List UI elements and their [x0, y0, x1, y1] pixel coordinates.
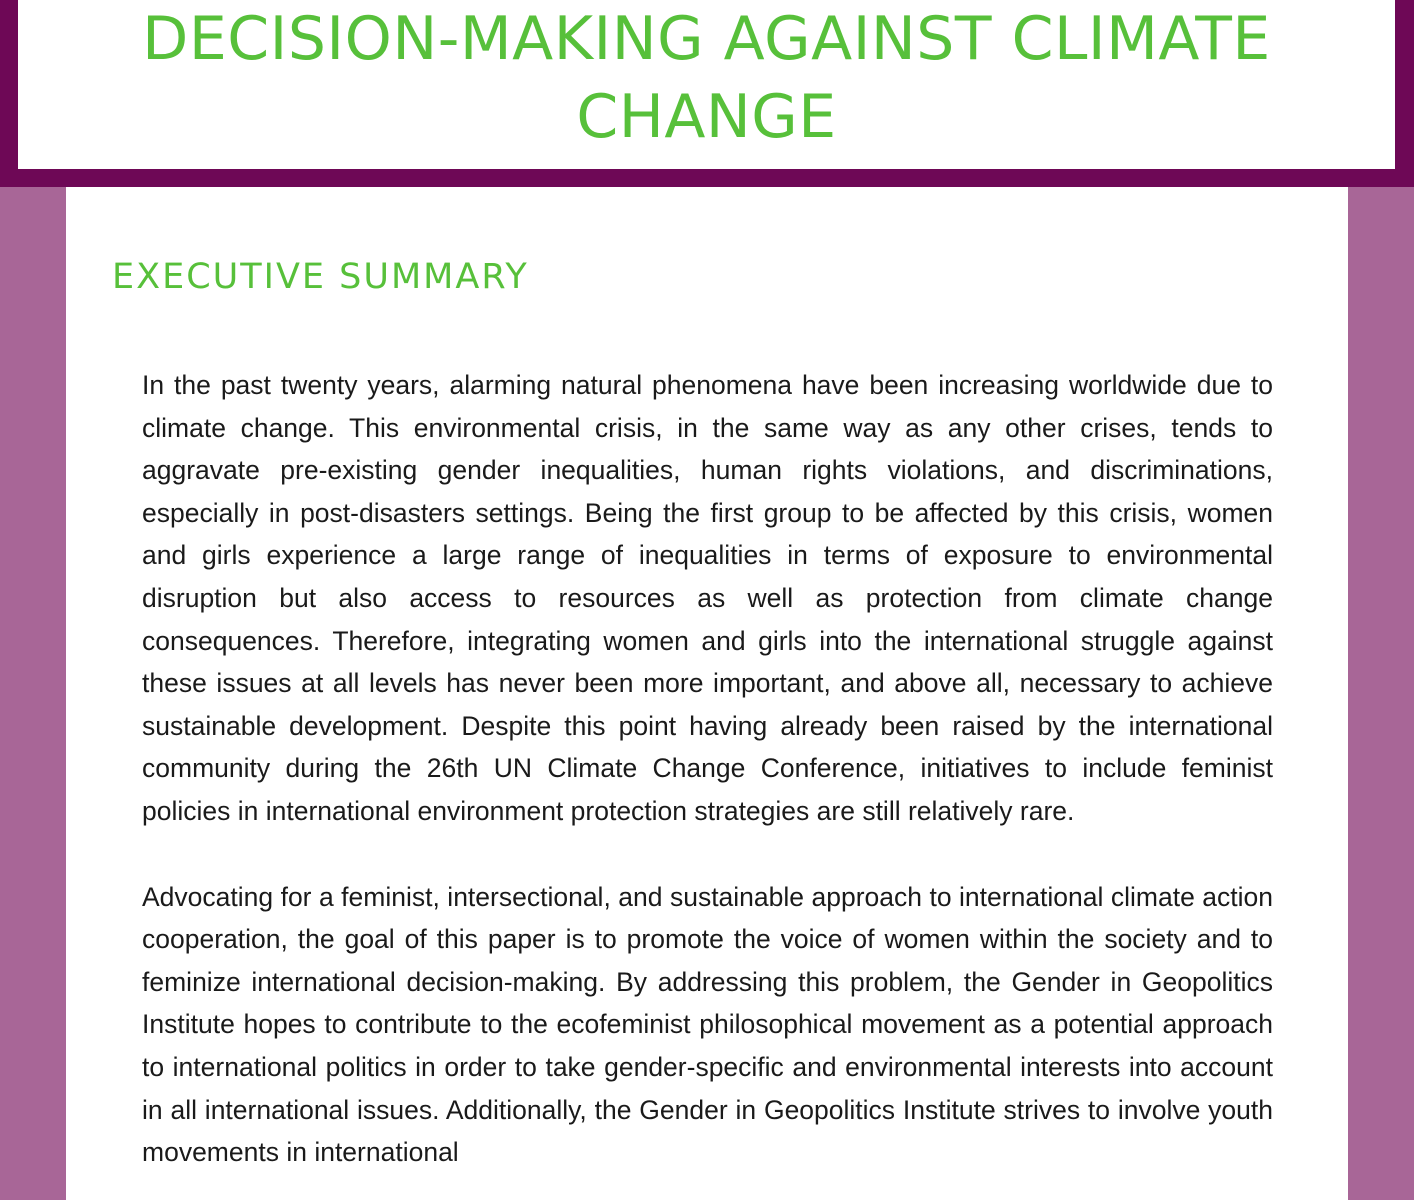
section-heading: EXECUTIVE SUMMARY [112, 257, 529, 297]
content-panel [66, 187, 1348, 1200]
paragraph-1: In the past twenty years, alarming natural phenomena have been increasing worldwide due to climate change. This environmental crisis, in the same way as any other crises, tends to aggravate pre-existing gender inequalities, human rights violations, and discriminations, especially in post-disasters settings. Being the first group to be affected by this crisis, women and girls experience a large range of inequalities in terms of exposure to environmental disruption but also access to resources as well as protection from climate change consequences. Therefore, integrating women and girls into the international struggle against these issues at all levels has never been more important, and above all, necessary to achieve sustainable development. Despite this point having already been raised by the international community during the 26th UN Climate Change Conference, initiatives to include feminist policies in international environment protection strategies are still relatively rare. [142, 370, 1273, 826]
body-text [142, 364, 1273, 1200]
paragraph-2: Advocating for a feminist, intersectional, and sustainable approach to international climate action cooperation, the goal of this paper is to promote the voice of women within the society and to feminize international decision-making. By addressing this problem, the Gender in Geopolitics Institute hopes to contribute to the ecofeminist philosophical movement as a potential approach to international politics in order to take gender-specific and environmental interests into account in all international issues. Additionally, the Gender in Geopolitics Institute strives to involve youth movements in international [142, 881, 1273, 1168]
title-box [18, 0, 1395, 169]
document-title: DECISION-MAKING AGAINST CLIMATE CHANGE [142, 3, 1271, 152]
title-banner [0, 0, 1414, 187]
